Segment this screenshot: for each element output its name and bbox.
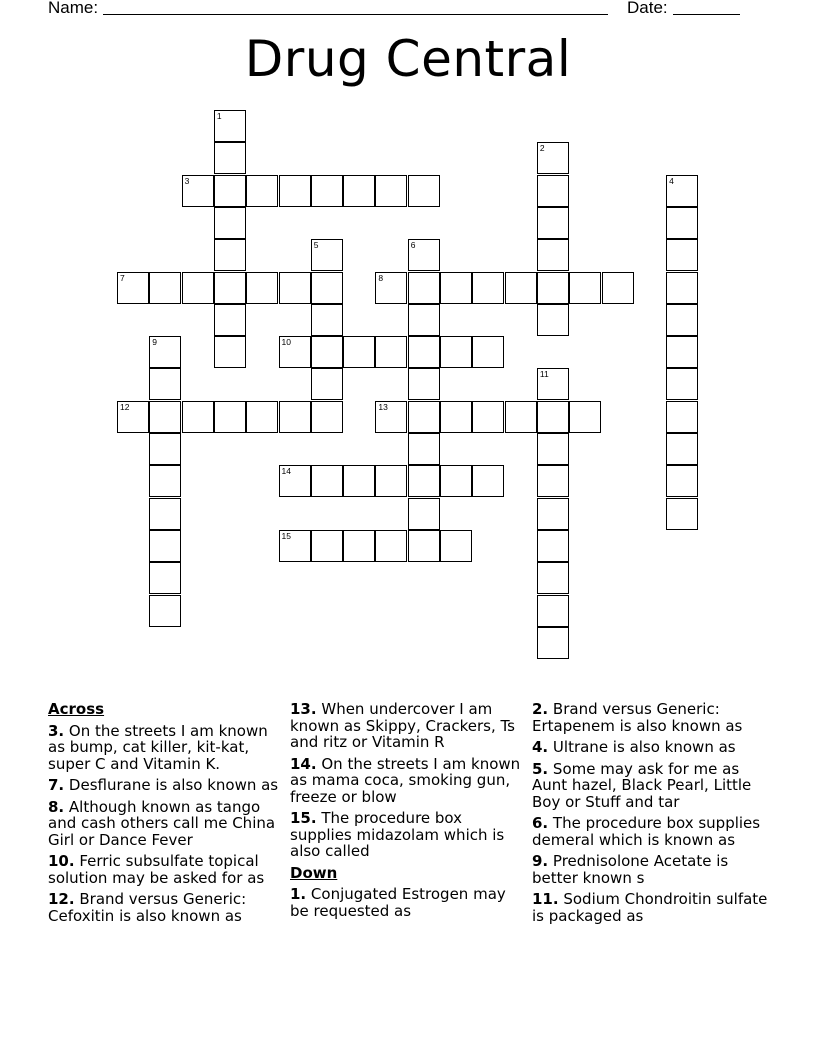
clue-number: 4 bbox=[669, 175, 674, 186]
grid-cell[interactable] bbox=[569, 401, 601, 433]
grid-cell[interactable] bbox=[537, 304, 569, 336]
grid-cell[interactable] bbox=[440, 272, 472, 304]
grid-cell[interactable] bbox=[117, 401, 149, 433]
grid-cell[interactable] bbox=[311, 336, 343, 368]
grid-cell[interactable] bbox=[408, 304, 440, 336]
grid-cell[interactable] bbox=[537, 562, 569, 594]
grid-cell[interactable] bbox=[569, 272, 601, 304]
clue-number: 11 bbox=[539, 369, 549, 380]
grid-cell[interactable] bbox=[214, 401, 246, 433]
grid-cell[interactable] bbox=[408, 336, 440, 368]
grid-cell[interactable] bbox=[666, 401, 698, 433]
grid-cell[interactable] bbox=[408, 175, 440, 207]
grid-cell[interactable] bbox=[375, 401, 407, 433]
grid-cell[interactable] bbox=[537, 401, 569, 433]
clue-number: 12 bbox=[120, 401, 130, 412]
grid-cell[interactable] bbox=[214, 304, 246, 336]
grid-cell[interactable] bbox=[666, 465, 698, 497]
grid-cell[interactable] bbox=[375, 465, 407, 497]
grid-cell[interactable] bbox=[666, 304, 698, 336]
grid-cell[interactable] bbox=[666, 433, 698, 465]
grid-cell[interactable] bbox=[149, 562, 181, 594]
grid-cell[interactable] bbox=[246, 175, 278, 207]
grid-cell[interactable] bbox=[440, 530, 472, 562]
grid-cell[interactable] bbox=[214, 336, 246, 368]
grid-cell[interactable] bbox=[440, 401, 472, 433]
grid-cell[interactable] bbox=[537, 207, 569, 239]
grid-cell[interactable] bbox=[214, 110, 246, 142]
grid-cell[interactable] bbox=[311, 465, 343, 497]
grid-cell[interactable] bbox=[505, 401, 537, 433]
clue-across-10: 10. Ferric subsulfate topical solution may be asked for as bbox=[48, 852, 265, 887]
clue-down-1: 1. Conjugated Estrogen may be requested as bbox=[290, 885, 506, 920]
grid-cell[interactable] bbox=[375, 175, 407, 207]
clue-number: 15 bbox=[281, 530, 291, 541]
grid-cell[interactable] bbox=[408, 239, 440, 271]
grid-cell[interactable] bbox=[440, 465, 472, 497]
grid-cell[interactable] bbox=[537, 498, 569, 530]
grid-cell[interactable] bbox=[149, 272, 181, 304]
grid-cell[interactable] bbox=[182, 401, 214, 433]
clue-number: 3 bbox=[184, 175, 190, 186]
grid-cell[interactable] bbox=[214, 142, 246, 174]
clue-across-12: 12. Brand versus Generic: Cefoxitin is also known as bbox=[48, 890, 247, 925]
grid-cell[interactable] bbox=[214, 207, 246, 239]
clue-across-13: 13. When undercover I am known as Skippy, Crackers, Ts and ritz or Vitamin R bbox=[290, 700, 515, 751]
clue-down-9: 9. Prednisolone Acetate is better known s bbox=[532, 852, 729, 887]
grid-cell[interactable] bbox=[343, 336, 375, 368]
grid-cell[interactable] bbox=[214, 175, 246, 207]
grid-cell[interactable] bbox=[149, 530, 181, 562]
grid-cell[interactable] bbox=[311, 530, 343, 562]
grid-cell[interactable] bbox=[537, 627, 569, 659]
grid-cell[interactable] bbox=[182, 272, 214, 304]
grid-cell[interactable] bbox=[408, 498, 440, 530]
grid-cell[interactable] bbox=[311, 239, 343, 271]
clue-down-11: 11. Sodium Chondroitin sulfate is packaged as bbox=[532, 890, 768, 925]
grid-cell[interactable] bbox=[149, 368, 181, 400]
grid-cell[interactable] bbox=[537, 595, 569, 627]
clue-number: 9 bbox=[152, 337, 158, 348]
clue-down-2: 2. Brand versus Generic: Ertapenem is also known as bbox=[532, 700, 743, 735]
grid-cell[interactable] bbox=[375, 272, 407, 304]
puzzle-title: Drug Central bbox=[244, 30, 572, 88]
grid-cell[interactable] bbox=[279, 465, 311, 497]
clues-column-2 bbox=[290, 701, 522, 924]
grid-cell[interactable] bbox=[149, 433, 181, 465]
grid-cell[interactable] bbox=[279, 530, 311, 562]
grid-cell[interactable] bbox=[408, 401, 440, 433]
clue-across-3: 3. On the streets I am known as bump, cat killer, kit-kat, super C and Vitamin K. bbox=[48, 721, 268, 773]
grid-cell[interactable] bbox=[279, 336, 311, 368]
grid-cell[interactable] bbox=[666, 239, 698, 271]
grid-cell[interactable] bbox=[214, 272, 246, 304]
grid-cell[interactable] bbox=[505, 272, 537, 304]
grid-cell[interactable] bbox=[666, 368, 698, 400]
grid-cell[interactable] bbox=[214, 239, 246, 271]
grid-cell[interactable] bbox=[311, 368, 343, 400]
clue-number: 5 bbox=[313, 240, 319, 251]
grid-cell[interactable] bbox=[311, 304, 343, 336]
grid-cell[interactable] bbox=[537, 142, 569, 174]
grid-cell[interactable] bbox=[408, 530, 440, 562]
grid-cell[interactable] bbox=[149, 401, 181, 433]
grid-cell[interactable] bbox=[666, 498, 698, 530]
grid-cell[interactable] bbox=[311, 401, 343, 433]
clue-number: 2 bbox=[539, 143, 545, 154]
clue-down-6: 6. The procedure box supplies demeral which is known as bbox=[532, 814, 761, 849]
grid-cell[interactable] bbox=[149, 595, 181, 627]
name-label: Name: bbox=[48, 0, 99, 17]
grid-cell[interactable] bbox=[408, 272, 440, 304]
grid-cell[interactable] bbox=[537, 175, 569, 207]
clue-number: 13 bbox=[378, 401, 388, 412]
grid-cell[interactable] bbox=[149, 498, 181, 530]
grid-cell[interactable] bbox=[343, 175, 375, 207]
grid-cell[interactable] bbox=[472, 401, 504, 433]
date-label: Date: bbox=[627, 0, 668, 17]
grid-cell[interactable] bbox=[311, 272, 343, 304]
grid-cell[interactable] bbox=[408, 368, 440, 400]
clue-number: 8 bbox=[378, 272, 384, 283]
down-heading: Down bbox=[290, 863, 338, 882]
clue-down-5: 5. Some may ask for me as Aunt hazel, Black Pearl, Little Boy or Stuff and tar bbox=[532, 759, 752, 811]
clues-column-3 bbox=[532, 701, 768, 929]
grid-cell[interactable] bbox=[246, 401, 278, 433]
clue-number: 14 bbox=[281, 466, 291, 477]
grid-cell[interactable] bbox=[602, 272, 634, 304]
grid-cell[interactable] bbox=[666, 272, 698, 304]
grid-cell[interactable] bbox=[279, 175, 311, 207]
grid-cell[interactable] bbox=[537, 530, 569, 562]
clue-number: 7 bbox=[120, 272, 125, 283]
clue-number: 10 bbox=[281, 337, 291, 348]
clue-across-7: 7. Desflurane is also known as bbox=[48, 776, 279, 794]
grid-cell[interactable] bbox=[343, 530, 375, 562]
grid-cell[interactable] bbox=[666, 175, 698, 207]
grid-cell[interactable] bbox=[311, 175, 343, 207]
clue-down-4: 4. Ultrane is also known as bbox=[532, 738, 736, 756]
grid-cell[interactable] bbox=[472, 465, 504, 497]
grid-cell[interactable] bbox=[375, 530, 407, 562]
grid-cell[interactable] bbox=[537, 433, 569, 465]
grid-cell[interactable] bbox=[537, 368, 569, 400]
grid-cell[interactable] bbox=[375, 336, 407, 368]
grid-cell[interactable] bbox=[408, 433, 440, 465]
grid-cell[interactable] bbox=[343, 465, 375, 497]
across-heading: Across bbox=[48, 700, 105, 718]
grid-cell[interactable] bbox=[182, 175, 214, 207]
clues-column-1 bbox=[48, 701, 280, 929]
grid-cell[interactable] bbox=[537, 239, 569, 271]
grid-cell[interactable] bbox=[408, 465, 440, 497]
clue-across-15: 15. The procedure box supplies midazolam which is also called bbox=[290, 809, 505, 860]
grid-cell[interactable] bbox=[149, 465, 181, 497]
clue-across-14: 14. On the streets I am known as mama coca, smoking gun, freeze or blow bbox=[290, 754, 521, 806]
grid-cell[interactable] bbox=[472, 272, 504, 304]
clue-across-8: 8. Although known as tango and cash others call me China Girl or Dance Fever bbox=[48, 797, 276, 849]
clue-number: 1 bbox=[216, 111, 222, 121]
grid-cell[interactable] bbox=[279, 272, 311, 304]
grid-cell[interactable] bbox=[117, 272, 149, 304]
clue-number: 6 bbox=[410, 240, 416, 251]
grid-cell[interactable] bbox=[440, 336, 472, 368]
grid-cell[interactable] bbox=[472, 336, 504, 368]
grid-cell[interactable] bbox=[537, 465, 569, 497]
grid-cell[interactable] bbox=[666, 207, 698, 239]
grid-cell[interactable] bbox=[246, 272, 278, 304]
grid-cell[interactable] bbox=[666, 336, 698, 368]
grid-cell[interactable] bbox=[149, 336, 181, 368]
grid-cell[interactable] bbox=[537, 272, 569, 304]
grid-cell[interactable] bbox=[279, 401, 311, 433]
